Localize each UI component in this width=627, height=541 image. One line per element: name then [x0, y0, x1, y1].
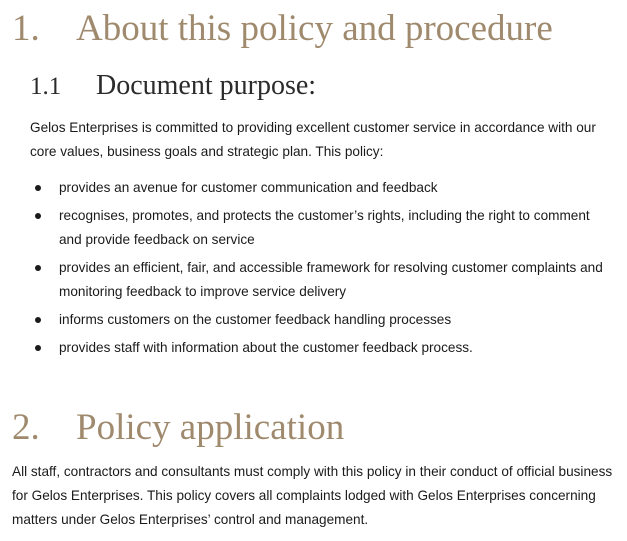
purpose-bullet-item: [30, 256, 610, 304]
subsection-1-1-number: 1.1: [30, 73, 62, 100]
section-2-heading: [12, 409, 344, 446]
purpose-bullet-item: [30, 336, 610, 360]
bullet-text: recognises, promotes, and protects the customer’s rights, including the right to comment and provide feedback on service: [59, 208, 590, 247]
bullet-text: provides an avenue for customer communication and feedback: [59, 180, 438, 195]
purpose-bullet-list: [30, 176, 610, 364]
purpose-intro-paragraph: Gelos Enterprises is committed to providing excellent customer service in accordance with our core values, business goals and strategic plan. This policy:: [30, 120, 596, 159]
bullet-icon: [35, 265, 41, 271]
bullet-icon: [35, 213, 41, 219]
bullet-icon: [35, 317, 41, 323]
section-2-number: 2.: [12, 407, 40, 448]
policy-application-paragraph: All staff, contractors and consultants must comply with this policy in their conduct of official business for Gelos Enterprises. This policy covers all complaints lodged with Gelos Enterprises concerning matters under Gelos Enterprises’ control and management.: [12, 464, 613, 527]
bullet-text: provides staff with information about the customer feedback process.: [59, 340, 473, 355]
subsection-1-1-heading: [30, 72, 316, 100]
purpose-bullet-item: [30, 204, 610, 252]
bullet-icon: [35, 185, 41, 191]
purpose-bullet-item: [30, 308, 610, 332]
section-1-heading: [12, 10, 553, 47]
bullet-icon: [35, 345, 41, 351]
purpose-bullet-item: [30, 176, 610, 200]
section-2-title: Policy application: [76, 407, 345, 448]
section-1-number: 1.: [12, 8, 40, 49]
subsection-1-1-title: Document purpose:: [96, 70, 317, 101]
section-1-title: About this policy and procedure: [76, 8, 553, 49]
bullet-text: informs customers on the customer feedback handling processes: [59, 312, 452, 327]
bullet-text: provides an efficient, fair, and accessible framework for resolving customer complaints and monitoring feedback to improve service delivery: [59, 260, 603, 299]
